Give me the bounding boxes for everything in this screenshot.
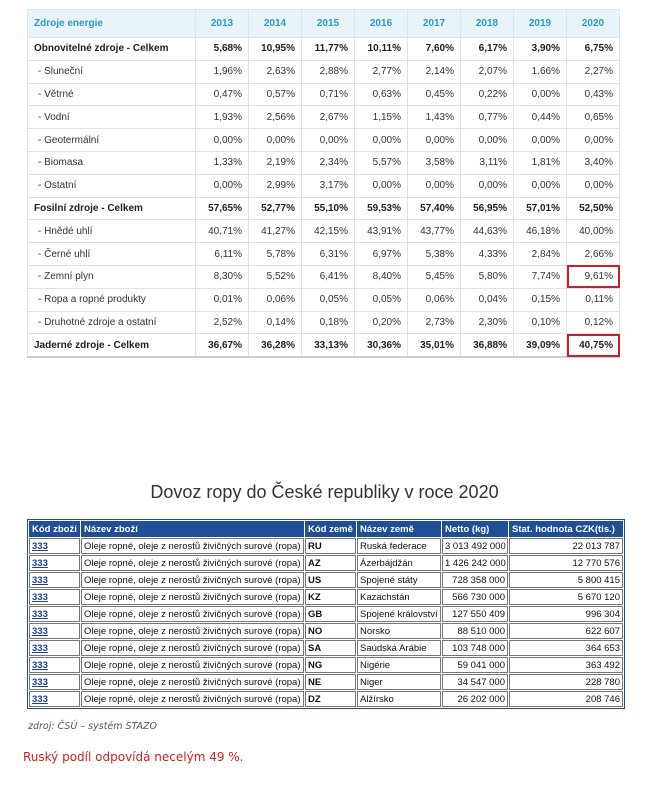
energy-value: 0,12% bbox=[567, 311, 620, 334]
country-name-cell: Niger bbox=[357, 674, 441, 690]
energy-sub-row bbox=[28, 288, 620, 311]
energy-sources-table bbox=[27, 9, 620, 358]
energy-value: 0,00% bbox=[567, 174, 620, 197]
energy-total-row bbox=[28, 197, 620, 220]
energy-value: 33,13% bbox=[302, 334, 355, 357]
energy-value: 1,43% bbox=[408, 106, 461, 129]
energy-value: 52,77% bbox=[249, 197, 302, 220]
import-table-header bbox=[29, 521, 623, 537]
energy-value: 43,77% bbox=[408, 220, 461, 243]
import-row bbox=[29, 640, 623, 656]
netto-cell: 3 013 492 000 bbox=[442, 538, 508, 554]
energy-value: 2,88% bbox=[302, 60, 355, 83]
energy-value: 0,11% bbox=[567, 288, 620, 311]
energy-value: 59,53% bbox=[355, 197, 408, 220]
energy-value: 0,18% bbox=[302, 311, 355, 334]
oil-import-table bbox=[27, 519, 625, 709]
energy-value: 57,01% bbox=[514, 197, 567, 220]
energy-value: 0,00% bbox=[567, 129, 620, 152]
energy-value: 0,43% bbox=[567, 83, 620, 106]
energy-header-year: 2016 bbox=[355, 10, 408, 38]
energy-value: 0,05% bbox=[302, 288, 355, 311]
country-name-cell: Alžírsko bbox=[357, 691, 441, 707]
energy-value: 0,01% bbox=[196, 288, 249, 311]
stat-value-cell: 364 653 bbox=[509, 640, 623, 656]
energy-header-year: 2018 bbox=[461, 10, 514, 38]
country-code-cell: NO bbox=[305, 623, 356, 639]
country-name-cell: Ruská federace bbox=[357, 538, 441, 554]
energy-value: 30,36% bbox=[355, 334, 408, 357]
energy-value: 6,11% bbox=[196, 243, 249, 266]
energy-value: 1,15% bbox=[355, 106, 408, 129]
netto-cell: 88 510 000 bbox=[442, 623, 508, 639]
energy-value: 5,78% bbox=[249, 243, 302, 266]
goods-code-link[interactable]: 333 bbox=[32, 693, 48, 705]
energy-source-name: - Vodní bbox=[28, 106, 196, 129]
energy-value: 2,99% bbox=[249, 174, 302, 197]
energy-value: 1,93% bbox=[196, 106, 249, 129]
energy-value: 44,63% bbox=[461, 220, 514, 243]
energy-value: 0,00% bbox=[514, 83, 567, 106]
country-code-cell: KZ bbox=[305, 589, 356, 605]
energy-value: 2,63% bbox=[249, 60, 302, 83]
stat-value-cell: 5 670 120 bbox=[509, 589, 623, 605]
energy-value: 0,14% bbox=[249, 311, 302, 334]
energy-value: 3,40% bbox=[567, 151, 620, 174]
energy-value: 0,44% bbox=[514, 106, 567, 129]
energy-value: 0,05% bbox=[355, 288, 408, 311]
energy-value: 36,88% bbox=[461, 334, 514, 357]
energy-source-name: Fosilní zdroje - Celkem bbox=[28, 197, 196, 220]
energy-value: 6,41% bbox=[302, 265, 355, 288]
energy-value-highlighted: 9,61% bbox=[567, 265, 620, 288]
energy-value: 0,00% bbox=[461, 129, 514, 152]
energy-value: 41,27% bbox=[249, 220, 302, 243]
energy-header-year: 2013 bbox=[196, 10, 249, 38]
energy-value: 6,17% bbox=[461, 38, 514, 61]
import-row bbox=[29, 572, 623, 588]
country-name-cell: Kazachstán bbox=[357, 589, 441, 605]
goods-name-cell: Oleje ropné, oleje z nerostů živičných surové (ropa) bbox=[81, 572, 304, 588]
energy-source-name: Jaderné zdroje - Celkem bbox=[28, 334, 196, 357]
energy-source-name: - Černé uhlí bbox=[28, 243, 196, 266]
import-table-body bbox=[29, 538, 623, 707]
energy-source-name: - Ostatní bbox=[28, 174, 196, 197]
energy-value: 36,28% bbox=[249, 334, 302, 357]
energy-sub-row bbox=[28, 220, 620, 243]
energy-header-year: 2020 bbox=[567, 10, 620, 38]
energy-sub-row bbox=[28, 129, 620, 152]
energy-value: 11,77% bbox=[302, 38, 355, 61]
energy-value: 39,09% bbox=[514, 334, 567, 357]
energy-header-year: 2014 bbox=[249, 10, 302, 38]
goods-code-cell bbox=[29, 589, 80, 605]
energy-value: 43,91% bbox=[355, 220, 408, 243]
energy-source-name: - Ropa a ropné produkty bbox=[28, 288, 196, 311]
goods-code-link[interactable]: 333 bbox=[32, 625, 48, 637]
goods-code-cell bbox=[29, 623, 80, 639]
country-code-cell: NE bbox=[305, 674, 356, 690]
energy-value: 8,40% bbox=[355, 265, 408, 288]
energy-header-year: 2019 bbox=[514, 10, 567, 38]
energy-value: 0,47% bbox=[196, 83, 249, 106]
stat-value-cell: 5 800 415 bbox=[509, 572, 623, 588]
energy-sub-row bbox=[28, 60, 620, 83]
energy-source-name: - Sluneční bbox=[28, 60, 196, 83]
country-code-cell: DZ bbox=[305, 691, 356, 707]
energy-value: 1,81% bbox=[514, 151, 567, 174]
energy-value: 2,73% bbox=[408, 311, 461, 334]
energy-value: 2,07% bbox=[461, 60, 514, 83]
netto-cell: 566 730 000 bbox=[442, 589, 508, 605]
russian-share-note: Ruský podíl odpovídá necelým 49 %. bbox=[23, 750, 244, 764]
energy-value: 1,66% bbox=[514, 60, 567, 83]
goods-code-cell bbox=[29, 640, 80, 656]
energy-value: 36,67% bbox=[196, 334, 249, 357]
goods-name-cell: Oleje ropné, oleje z nerostů živičných surové (ropa) bbox=[81, 674, 304, 690]
energy-value: 0,00% bbox=[514, 174, 567, 197]
energy-value: 2,52% bbox=[196, 311, 249, 334]
energy-value: 2,67% bbox=[302, 106, 355, 129]
energy-source-name: - Druhotné zdroje a ostatní bbox=[28, 311, 196, 334]
energy-source-name: - Geotermální bbox=[28, 129, 196, 152]
netto-cell: 1 426 242 000 bbox=[442, 555, 508, 571]
energy-value: 0,63% bbox=[355, 83, 408, 106]
energy-value: 0,00% bbox=[408, 129, 461, 152]
energy-value: 5,45% bbox=[408, 265, 461, 288]
netto-cell: 34 547 000 bbox=[442, 674, 508, 690]
energy-value: 1,33% bbox=[196, 151, 249, 174]
energy-value: 0,00% bbox=[196, 174, 249, 197]
energy-source-name: - Větrné bbox=[28, 83, 196, 106]
import-row bbox=[29, 555, 623, 571]
energy-value: 52,50% bbox=[567, 197, 620, 220]
header-country-name: Název země bbox=[357, 521, 441, 537]
goods-code-cell bbox=[29, 657, 80, 673]
energy-value: 0,22% bbox=[461, 83, 514, 106]
energy-total-row bbox=[28, 334, 620, 357]
country-code-cell: AZ bbox=[305, 555, 356, 571]
energy-source-name: Obnovitelné zdroje - Celkem bbox=[28, 38, 196, 61]
energy-value: 4,33% bbox=[461, 243, 514, 266]
energy-value: 0,00% bbox=[249, 129, 302, 152]
energy-value: 0,10% bbox=[514, 311, 567, 334]
energy-value: 0,00% bbox=[355, 129, 408, 152]
energy-value: 2,19% bbox=[249, 151, 302, 174]
energy-value: 0,00% bbox=[408, 174, 461, 197]
energy-value: 7,60% bbox=[408, 38, 461, 61]
import-row bbox=[29, 657, 623, 673]
goods-name-cell: Oleje ropné, oleje z nerostů živičných surové (ropa) bbox=[81, 538, 304, 554]
energy-value: 0,00% bbox=[196, 129, 249, 152]
energy-value: 5,52% bbox=[249, 265, 302, 288]
header-stat-value: Stat. hodnota CZK(tis.) bbox=[509, 521, 623, 537]
goods-code-cell bbox=[29, 691, 80, 707]
import-row bbox=[29, 623, 623, 639]
energy-value: 6,97% bbox=[355, 243, 408, 266]
energy-value: 56,95% bbox=[461, 197, 514, 220]
energy-value: 42,15% bbox=[302, 220, 355, 243]
energy-sub-row bbox=[28, 243, 620, 266]
energy-value: 3,11% bbox=[461, 151, 514, 174]
energy-value: 3,17% bbox=[302, 174, 355, 197]
goods-code-cell bbox=[29, 606, 80, 622]
import-row bbox=[29, 538, 623, 554]
goods-name-cell: Oleje ropné, oleje z nerostů živičných surové (ropa) bbox=[81, 606, 304, 622]
goods-name-cell: Oleje ropné, oleje z nerostů živičných surové (ropa) bbox=[81, 555, 304, 571]
goods-name-cell: Oleje ropné, oleje z nerostů živičných surové (ropa) bbox=[81, 657, 304, 673]
energy-value: 35,01% bbox=[408, 334, 461, 357]
header-country-code: Kód země bbox=[305, 521, 356, 537]
goods-code-link[interactable]: 333 bbox=[32, 557, 48, 569]
energy-source-name: - Hnědé uhlí bbox=[28, 220, 196, 243]
energy-sub-row bbox=[28, 106, 620, 129]
netto-cell: 26 202 000 bbox=[442, 691, 508, 707]
goods-code-cell bbox=[29, 572, 80, 588]
energy-sub-row bbox=[28, 265, 620, 288]
country-code-cell: NG bbox=[305, 657, 356, 673]
energy-value: 2,56% bbox=[249, 106, 302, 129]
import-title: Dovoz ropy do České republiky v roce 2020 bbox=[150, 482, 499, 502]
stat-value-cell: 12 770 576 bbox=[509, 555, 623, 571]
energy-header-year: 2017 bbox=[408, 10, 461, 38]
energy-value: 6,31% bbox=[302, 243, 355, 266]
energy-value: 0,57% bbox=[249, 83, 302, 106]
energy-value: 57,40% bbox=[408, 197, 461, 220]
energy-value: 0,06% bbox=[408, 288, 461, 311]
country-name-cell: Spojené státy bbox=[357, 572, 441, 588]
energy-value: 0,00% bbox=[461, 174, 514, 197]
energy-header-source: Zdroje energie bbox=[28, 10, 196, 38]
energy-value: 5,57% bbox=[355, 151, 408, 174]
stat-value-cell: 622 607 bbox=[509, 623, 623, 639]
stat-value-cell: 228 780 bbox=[509, 674, 623, 690]
netto-cell: 127 550 409 bbox=[442, 606, 508, 622]
energy-sub-row bbox=[28, 174, 620, 197]
energy-sub-row bbox=[28, 151, 620, 174]
netto-cell: 59 041 000 bbox=[442, 657, 508, 673]
goods-name-cell: Oleje ropné, oleje z nerostů živičných surové (ropa) bbox=[81, 623, 304, 639]
goods-code-link[interactable]: 333 bbox=[32, 676, 48, 688]
energy-value: 2,84% bbox=[514, 243, 567, 266]
import-row bbox=[29, 691, 623, 707]
header-goods-name: Název zboží bbox=[81, 521, 304, 537]
energy-value: 1,96% bbox=[196, 60, 249, 83]
country-code-cell: SA bbox=[305, 640, 356, 656]
country-code-cell: RU bbox=[305, 538, 356, 554]
energy-value: 0,00% bbox=[355, 174, 408, 197]
energy-value: 55,10% bbox=[302, 197, 355, 220]
source-note: zdroj: ČSÚ – systém STAZO bbox=[28, 721, 157, 732]
goods-code-cell bbox=[29, 555, 80, 571]
energy-value: 0,20% bbox=[355, 311, 408, 334]
goods-code-link[interactable]: 333 bbox=[32, 642, 48, 654]
header-goods-code: Kód zboží bbox=[29, 521, 80, 537]
energy-value: 2,30% bbox=[461, 311, 514, 334]
stat-value-cell: 208 746 bbox=[509, 691, 623, 707]
energy-value: 0,77% bbox=[461, 106, 514, 129]
energy-total-row bbox=[28, 38, 620, 61]
energy-value: 7,74% bbox=[514, 265, 567, 288]
import-row bbox=[29, 606, 623, 622]
energy-value: 46,18% bbox=[514, 220, 567, 243]
goods-name-cell: Oleje ropné, oleje z nerostů živičných surové (ropa) bbox=[81, 640, 304, 656]
stat-value-cell: 22 013 787 bbox=[509, 538, 623, 554]
country-name-cell: Norsko bbox=[357, 623, 441, 639]
energy-value: 40,00% bbox=[567, 220, 620, 243]
energy-value: 57,65% bbox=[196, 197, 249, 220]
energy-value: 2,14% bbox=[408, 60, 461, 83]
goods-name-cell: Oleje ropné, oleje z nerostů živičných surové (ropa) bbox=[81, 691, 304, 707]
goods-code-link[interactable]: 333 bbox=[32, 659, 48, 671]
energy-value: 2,77% bbox=[355, 60, 408, 83]
netto-cell: 728 358 000 bbox=[442, 572, 508, 588]
country-name-cell: Spojené království bbox=[357, 606, 441, 622]
goods-code-link[interactable]: 333 bbox=[32, 608, 48, 620]
stat-value-cell: 996 304 bbox=[509, 606, 623, 622]
energy-value: 5,80% bbox=[461, 265, 514, 288]
country-name-cell: Saúdská Arábie bbox=[357, 640, 441, 656]
energy-value: 10,95% bbox=[249, 38, 302, 61]
energy-value: 5,68% bbox=[196, 38, 249, 61]
import-row bbox=[29, 674, 623, 690]
energy-value: 0,71% bbox=[302, 83, 355, 106]
energy-table-header bbox=[28, 10, 620, 38]
energy-value: 0,15% bbox=[514, 288, 567, 311]
goods-code-link[interactable]: 333 bbox=[32, 591, 48, 603]
goods-code-cell bbox=[29, 538, 80, 554]
header-netto: Netto (kg) bbox=[442, 521, 508, 537]
energy-source-name: - Zemní plyn bbox=[28, 265, 196, 288]
country-code-cell: US bbox=[305, 572, 356, 588]
energy-sub-row bbox=[28, 83, 620, 106]
energy-value: 6,75% bbox=[567, 38, 620, 61]
energy-value: 2,66% bbox=[567, 243, 620, 266]
energy-source-name: - Biomasa bbox=[28, 151, 196, 174]
energy-value: 0,00% bbox=[302, 129, 355, 152]
energy-value: 40,71% bbox=[196, 220, 249, 243]
energy-value: 2,34% bbox=[302, 151, 355, 174]
energy-value: 2,27% bbox=[567, 60, 620, 83]
energy-value: 0,06% bbox=[249, 288, 302, 311]
energy-value: 0,00% bbox=[514, 129, 567, 152]
energy-value: 3,90% bbox=[514, 38, 567, 61]
energy-value-highlighted: 40,75% bbox=[567, 334, 620, 357]
energy-sub-row bbox=[28, 311, 620, 334]
country-code-cell: GB bbox=[305, 606, 356, 622]
energy-value: 3,58% bbox=[408, 151, 461, 174]
goods-name-cell: Oleje ropné, oleje z nerostů živičných surové (ropa) bbox=[81, 589, 304, 605]
energy-table-body bbox=[28, 38, 620, 357]
stat-value-cell: 363 492 bbox=[509, 657, 623, 673]
energy-value: 0,45% bbox=[408, 83, 461, 106]
country-name-cell: Ázerbájdžán bbox=[357, 555, 441, 571]
country-name-cell: Nigérie bbox=[357, 657, 441, 673]
energy-header-year: 2015 bbox=[302, 10, 355, 38]
netto-cell: 103 748 000 bbox=[442, 640, 508, 656]
goods-code-cell bbox=[29, 674, 80, 690]
import-row bbox=[29, 589, 623, 605]
energy-value: 5,38% bbox=[408, 243, 461, 266]
goods-code-link[interactable]: 333 bbox=[32, 574, 48, 586]
goods-code-link[interactable]: 333 bbox=[32, 540, 48, 552]
energy-value: 8,30% bbox=[196, 265, 249, 288]
energy-value: 0,04% bbox=[461, 288, 514, 311]
energy-value: 10,11% bbox=[355, 38, 408, 61]
energy-value: 0,65% bbox=[567, 106, 620, 129]
